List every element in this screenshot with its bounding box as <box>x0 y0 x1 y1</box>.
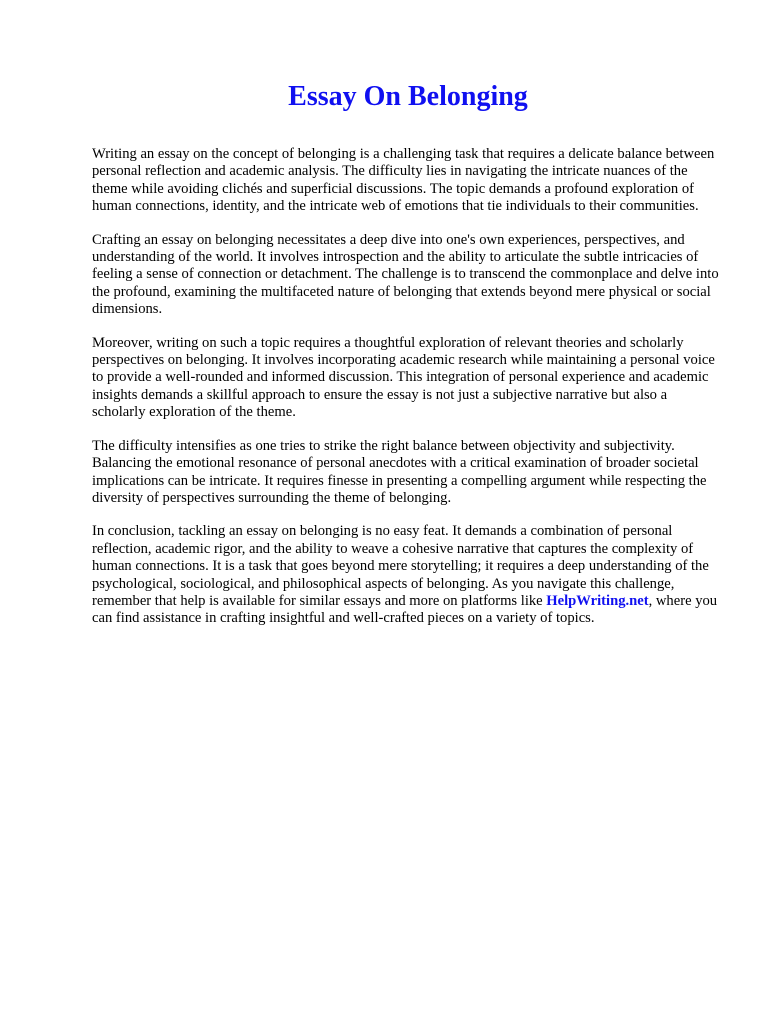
title-link[interactable]: Essay On Belonging <box>288 81 528 112</box>
essay-body <box>92 146 724 644</box>
paragraph-5 <box>92 523 724 627</box>
page-title <box>0 80 768 114</box>
helpwriting-link[interactable]: HelpWriting.net <box>546 592 649 609</box>
conclusion-text-after-link: , where you can find assistance in crafting insightful and well-crafted pieces on a variety of topics. <box>92 592 718 627</box>
paragraph-1: Writing an essay on the concept of belonging is a challenging task that requires a delicate balance between personal reflection and academic analysis. The difficulty lies in navigating the intricate nuances of the theme while avoiding clichés and superficial discussions. The topic demands a profound exploration of human connections, identity, and the intricate web of emotions that tie individuals to their communities. <box>92 146 715 215</box>
conclusion-text-before-link: In conclusion, tackling an essay on belonging is no easy feat. It demands a combination of personal reflection, academic rigor, and the ability to weave a cohesive narrative that captures the complexity of human connections. It is a task that goes beyond mere storytelling; it requires a deep understanding of the psychological, sociological, and philosophical aspects of belonging. As you navigate this challenge, remember that help is available for similar essays and more on platforms like <box>92 523 709 609</box>
paragraph-3: Moreover, writing on such a topic requires a thoughtful exploration of relevant theories and scholarly perspectives on belonging. It involves incorporating academic research while maintaining a personal voice to provide a well-rounded and informed discussion. This integration of personal experience and academic insights demands a skillful approach to ensure the essay is not just a subjective narrative but also a scholarly exploration of the theme. <box>92 334 715 421</box>
paragraph-2: Crafting an essay on belonging necessitates a deep dive into one's own experiences, perspectives, and understanding of the world. It involves introspection and the ability to articulate the subtle intricacies of feeling a sense of connection or detachment. The challenge is to transcend the commonplace and delve into the profound, examining the multifaceted nature of belonging that extends beyond mere physical or social dimensions. <box>92 231 719 318</box>
paragraph-4: The difficulty intensifies as one tries to strike the right balance between objectivity and subjectivity. Balancing the emotional resonance of personal anecdotes with a critical examination of broader societal implications can be intricate. It requires finesse in presenting a compelling argument while respecting the diversity of perspectives surrounding the theme of belonging. <box>92 437 707 506</box>
